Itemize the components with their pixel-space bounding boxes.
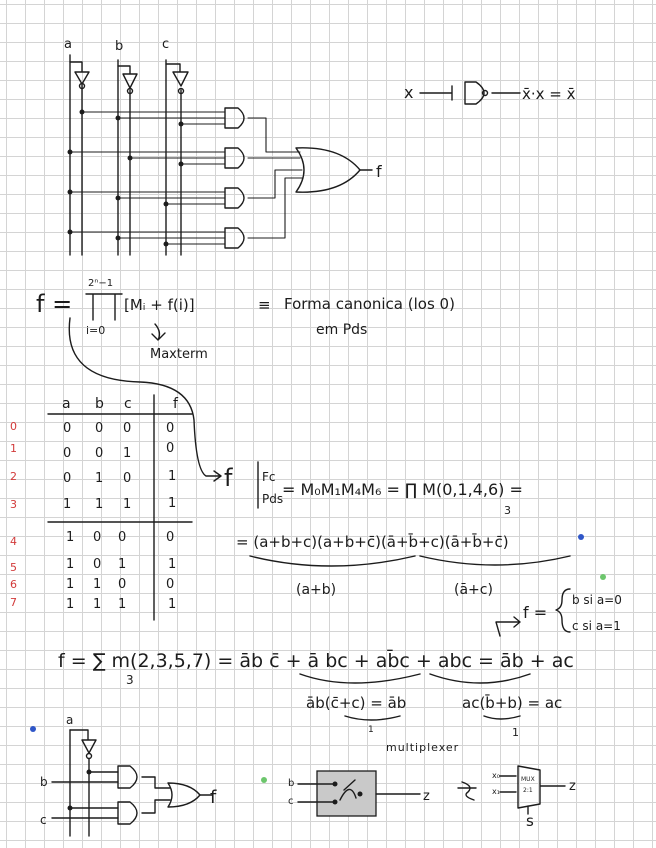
sop-equation: f = ∑ m(2,3,5,7) = āb c̄ + ā bc + ab̄c + abc = āb + ac: [58, 650, 574, 672]
table-cell: 1: [93, 577, 102, 592]
table-cell: 0: [166, 530, 175, 545]
inverter-expression: x̄·x = x̄: [522, 85, 576, 103]
table-cell: 1: [63, 497, 72, 512]
mux-out-z2: z: [569, 779, 576, 794]
table-cell: 0: [123, 471, 132, 486]
mux-title: multiplexer: [386, 741, 460, 754]
blue-dot-2: [30, 726, 36, 732]
pds-fc: Fc: [262, 470, 276, 484]
table-cell: 1: [168, 597, 177, 612]
row-index: 1: [10, 442, 17, 455]
table-cell: 1: [123, 497, 132, 512]
inverter-input-x: x: [404, 83, 414, 102]
table-cell: 1: [95, 471, 104, 486]
table-cell: 0: [118, 530, 127, 545]
canonical-label-2: em Pds: [316, 322, 368, 338]
sop-one2: 1: [512, 726, 519, 739]
c2-input-c: c: [40, 813, 47, 827]
table-header-a: a: [62, 396, 71, 412]
canonical-lhs: f =: [36, 290, 73, 318]
canonical-form: [36, 278, 455, 362]
row-index: 0: [10, 420, 17, 433]
pds-group1: (a+b): [296, 582, 337, 598]
green-dot: [600, 574, 606, 580]
table-cell: 0: [95, 446, 104, 461]
table-header-b: b: [95, 396, 104, 412]
pds-f: f: [224, 464, 233, 492]
piecewise-case1: b si a=0: [572, 593, 622, 607]
mux-in-x1: x₁: [492, 787, 500, 796]
row-index: 4: [10, 535, 17, 548]
table-cell: 1: [66, 557, 75, 572]
pds-sub3: 3: [504, 504, 511, 517]
input-label-c: c: [162, 37, 170, 52]
mux-in-x0: x₀: [492, 771, 500, 780]
piecewise-case2: c si a=1: [572, 619, 621, 633]
sop-simp1: āb(c̄+c) = āb: [306, 694, 407, 712]
mux-box: [317, 771, 376, 816]
table-cell: 1: [66, 597, 75, 612]
output-label-f: f: [376, 162, 382, 181]
table-cell: 1: [66, 530, 75, 545]
circuit-2: [30, 713, 217, 836]
table-cell: 0: [93, 557, 102, 572]
table-cell: 0: [63, 446, 72, 461]
row-index: 7: [10, 596, 17, 609]
pds-group2: (ā+c): [454, 582, 493, 598]
inverter-note: [404, 82, 576, 104]
table-cell: 0: [123, 421, 132, 436]
circuit-1: [64, 37, 382, 255]
canonical-label-1: Forma canonica (los 0): [284, 295, 455, 313]
table-cell: 1: [168, 496, 177, 511]
table-cell: 0: [166, 421, 175, 436]
table-cell: 1: [118, 597, 127, 612]
c2-input-a: a: [66, 713, 74, 727]
canonical-upper: 2ⁿ−1: [88, 278, 114, 289]
piecewise-lhs: f =: [523, 603, 548, 622]
pds-eq1: = M₀M₁M₄M₆ = ∏ M(0,1,4,6) =: [282, 480, 523, 499]
mux-in-c: c: [288, 796, 294, 807]
table-header-c: c: [124, 396, 132, 412]
table-cell: 0: [166, 577, 175, 592]
table-cell: 0: [63, 471, 72, 486]
table-cell: 1: [168, 557, 177, 572]
sop-simp2: ac(b̄+b) = ac: [462, 694, 563, 712]
table-cell: 0: [166, 441, 175, 456]
row-index: 5: [10, 561, 17, 574]
table-cell: 1: [95, 497, 104, 512]
mux-out-z: z: [423, 789, 430, 804]
pds-eq2: = (a+b+c)(a+b+c̄)(ā+b̄+c)(ā+b̄+c̄): [236, 533, 509, 551]
table-cell: 1: [123, 446, 132, 461]
row-index: 3: [10, 498, 17, 511]
table-cell: 0: [93, 530, 102, 545]
c2-output-f: f: [210, 787, 217, 808]
sop-one1: 1: [368, 725, 374, 735]
pds-label: Pds: [262, 492, 284, 506]
pds-section: [224, 462, 584, 598]
mux-label-2: 2:1: [523, 787, 533, 794]
connector-arrow: [69, 318, 221, 481]
sop-sub3: 3: [126, 673, 134, 687]
canonical-equiv: ≡: [258, 296, 271, 314]
table-rows: [10, 420, 17, 609]
mux-select-s: s: [526, 812, 534, 830]
c2-input-b: b: [40, 775, 48, 789]
table-cell: 1: [118, 557, 127, 572]
truth-table: [10, 395, 192, 620]
table-cells: [63, 421, 176, 612]
mux-label: MUX: [521, 776, 535, 783]
maxterm-label: Maxterm: [150, 347, 208, 362]
table-cell: 1: [93, 597, 102, 612]
row-index: 2: [10, 470, 17, 483]
input-label-a: a: [64, 37, 72, 52]
table-header-f: f: [173, 396, 178, 412]
row-index: 6: [10, 578, 17, 591]
blue-dot: [578, 534, 584, 540]
mux-in-b: b: [288, 778, 295, 789]
green-dot-2: [261, 777, 267, 783]
canonical-body: [Mᵢ + f(i)]: [124, 296, 195, 314]
table-cell: 0: [118, 577, 127, 592]
canonical-lower: i=0: [86, 324, 106, 337]
table-cell: 1: [168, 469, 177, 484]
multiplexer: [261, 741, 576, 830]
table-cell: 0: [63, 421, 72, 436]
sop-section: [58, 648, 574, 739]
input-label-b: b: [115, 39, 124, 54]
table-cell: 0: [95, 421, 104, 436]
piecewise: [496, 574, 622, 636]
table-cell: 1: [66, 577, 75, 592]
